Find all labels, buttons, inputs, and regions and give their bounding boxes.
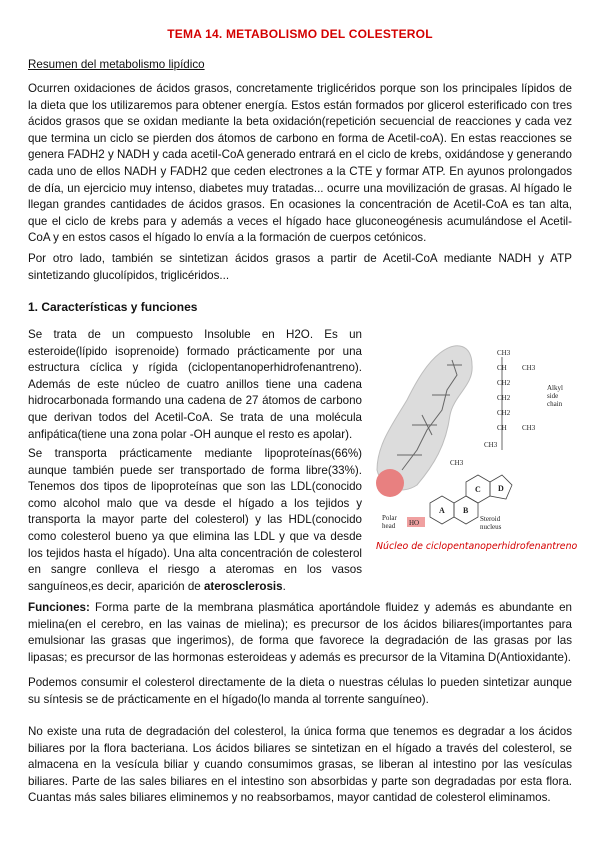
ring-label: A [439, 506, 445, 515]
chain-label: CH2 [497, 394, 511, 402]
steroid-label: nucleus [480, 523, 502, 531]
paragraph-structure: Se trata de un compuesto Insoluble en H2O. Es un esteroide(lípido isoprenoide) formado prácticamente por una estructura cíclica y rígida (ciclopentanoperhidrofenantreno). Además de este núcleo de cuatro anillos tiene una cadena hidrocarbonada formando una cadena de 27 átomos de carbono que derivan todos del Acetil-CoA. Se trata de una molécula anfipática(tiene una zona polar -OH aunque el resto es apolar). [28, 328, 362, 441]
chain-label: CH2 [497, 379, 511, 387]
transport-text: Se transporta prácticamente mediante lipoproteínas(66%) aunque también puede ser transportado de forma libre(33%). Tenemos dos tipos de lipoproteínas que son las LDL(conocido como alcohol malo que va desde el hígado a los tejidos y transporta la mayor parte del colesterol) y las HDL(conocido como colesterol bueno ya que elimina las LDL y que va desde los tejidos hasta el hígado). Una alta concentración de colesterol en sangre conlleva el riesgo a ateromas en los vasos sanguíneos,es decir, aparición de [28, 447, 362, 593]
paragraph-synthesis: Podemos consumir el colesterol directamente de la dieta o nuestras células lo pueden sintetizar aunque su síntesis se de prácticamente en el hígado(lo manda al torrente sanguíneo). [28, 676, 572, 706]
chain-label: CH [497, 424, 507, 432]
polar-label: Polar [382, 514, 397, 522]
alkyl-label: side [547, 392, 559, 400]
cholesterol-structure-diagram [362, 335, 600, 545]
section-heading: 1. Características y funciones [28, 300, 198, 314]
functions-text: Forma parte de la membrana plasmática aportándole fluidez y además es abundante en mielina(en el cerebro, en las vainas de mielina); es precursor de los ácidos biliares(importantes para emulsionar las grasas que ingerimos), de forma que favorece la degradación de las grasas por las lipasas; es precursor de las hormonas esteroideas y además es precursor de la Vitamina D(Antioxidante). [28, 601, 572, 664]
alkyl-label: Alkyl [547, 384, 563, 392]
chain-label: CH3 [522, 424, 536, 432]
chain-label: CH3 [450, 459, 464, 467]
polar-head-marker [376, 469, 404, 497]
ring-label: B [463, 506, 469, 515]
steroid-label: Steroid [480, 515, 501, 523]
paragraph-functions [28, 600, 572, 666]
chain-label: CH2 [497, 409, 511, 417]
ring-label: D [498, 484, 504, 493]
hydroxyl-label: HO [409, 519, 420, 527]
cholesterol-figure [362, 335, 600, 565]
paragraph-fatty-acid-synthesis: Por otro lado, también se sintetizan ácidos grasos a partir de Acetil-CoA mediante NADH y ATP sintetizando glucolípidos, triglicéridos... [28, 252, 572, 282]
alkyl-label: chain [547, 400, 563, 408]
paragraph-transport [28, 446, 362, 595]
chain-label: CH [497, 364, 507, 372]
paragraph-degradation: No existe una ruta de degradación del colesterol, la única forma que tenemos es degradar a los ácidos biliares por la flora bacteriana. Los ácidos biliares se sintetizan en el hígado a través del colesterol, se almacena en la vesícula biliar y cuando consumimos grasas, se liberan al intestino por las vesículas biliares. Parte de las sales biliares en el intestino son absorbidas y parte son degradadas por esta flora. Cuantas más sales biliares eliminemos y no reabsorbamos, mayor cantidad de colesterol eliminamos. [28, 725, 572, 805]
atherosclerosis-term: aterosclerosis [203, 579, 283, 593]
chain-label: CH3 [497, 349, 511, 357]
ring-label: C [475, 485, 481, 494]
document-title: TEMA 14. METABOLISMO DEL COLESTEROL [167, 27, 433, 41]
chain-label: CH3 [484, 441, 498, 449]
paragraph-lipid-summary: Ocurren oxidaciones de ácidos grasos, concretamente triglicéridos porque son los principales lípidos de la dieta que los utilizaremos para obtener energía. Estos están formados por glicerol esterificado con tres ácidos grasos que se oxidan mediante la beta oxidación(repetición secuencial de reacciones y cada vez que termina un ciclo se pierden dos átomos de carbono en forma de Acetil-coA). En estas reacciones se genera FADH2 y NADH y cada acetil-CoA generado entrará en el ciclo de krebs, oxidándose y generando cada uno de ellos NADH y FADH2 que ceden electrones a la CTE y formar ATP. En ayunos prolongados de día, un ejercicio muy intenso, diabetes muy tratadas... ocurre una movilización de grasas. Al hígado le llegan grandes cantidades de ácidos grasos. En ocasiones la concentración de Acetil-CoA es tan alta, que el ciclo de krebs para y además a veces el hígado hace gluconeogénesis acumulándose el Acetil-CoA y en estos casos el hígado lo envía a la formación de cuerpos cetónicos. [28, 82, 572, 245]
subtitle: Resumen del metabolismo lipídico [28, 58, 205, 71]
period: . [282, 579, 286, 593]
functions-label: Funciones: [28, 601, 90, 614]
figure-caption: Núcleo de ciclopentanoperhidrofenantreno [376, 541, 578, 552]
polar-label: head [382, 522, 396, 530]
chain-label: CH3 [522, 364, 536, 372]
